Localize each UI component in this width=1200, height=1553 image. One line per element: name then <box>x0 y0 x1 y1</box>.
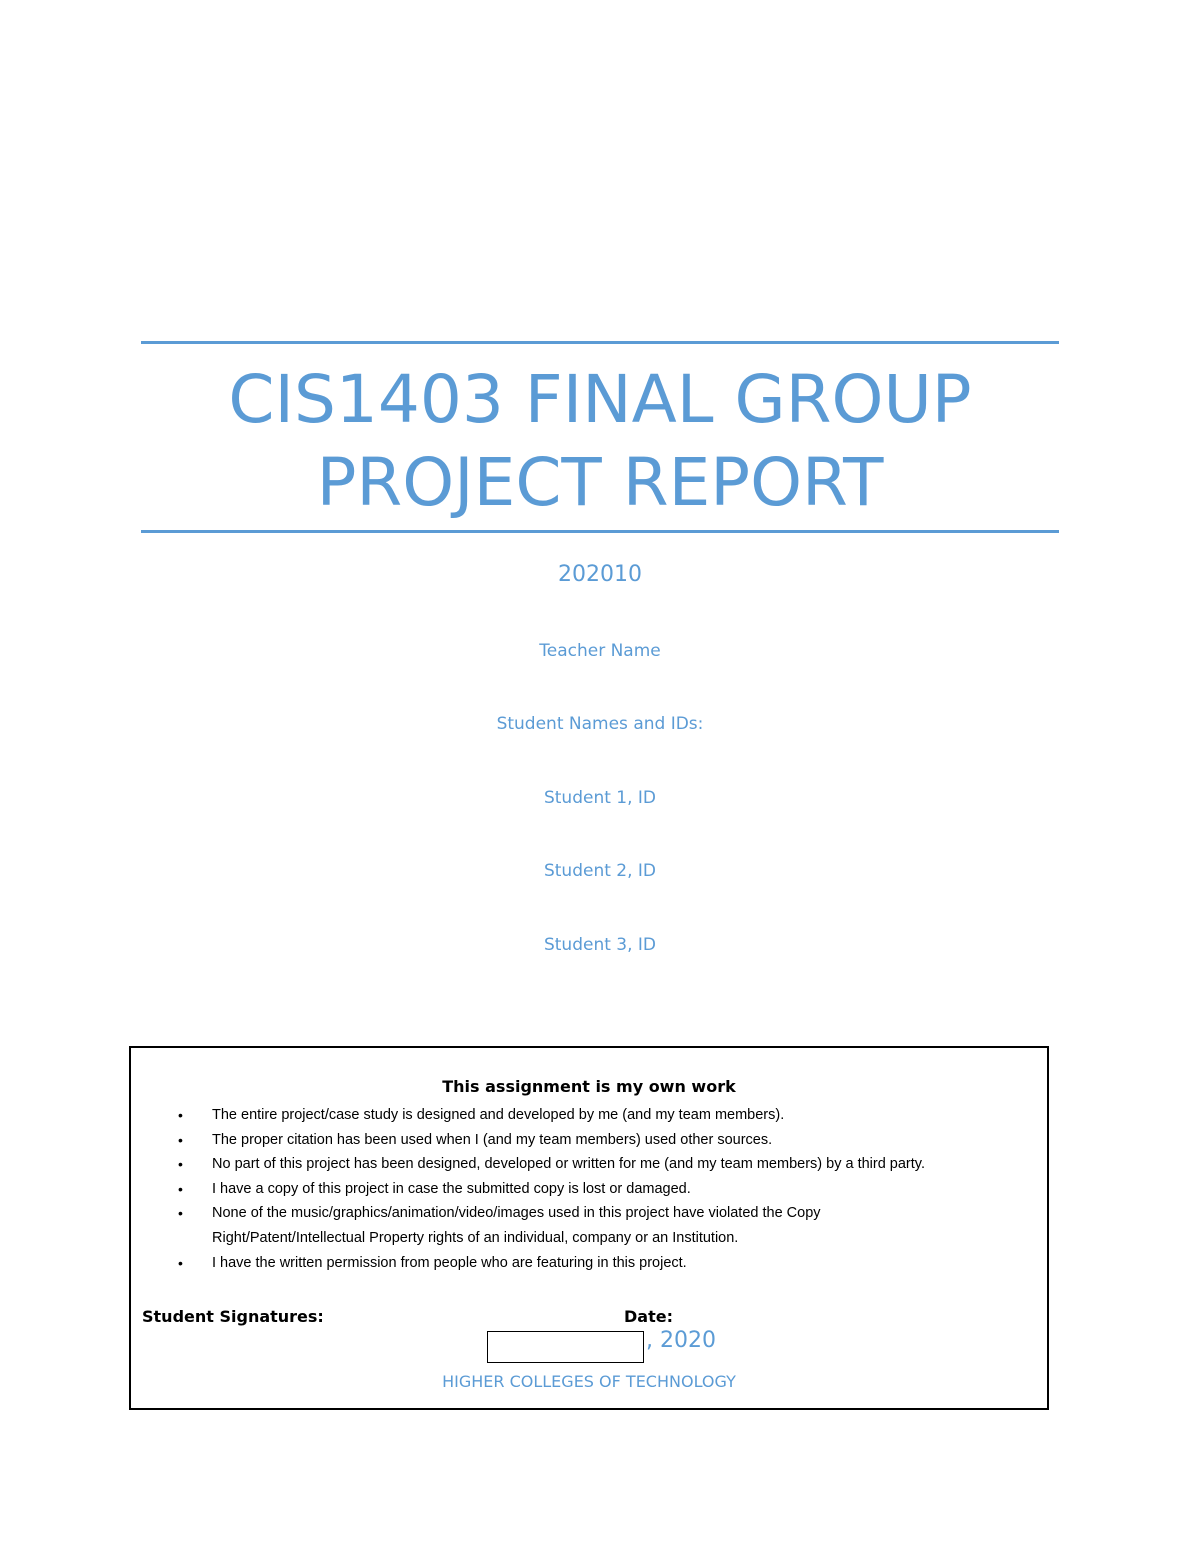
declaration-item-text: I have a copy of this project in case the submitted copy is lost or damaged. <box>212 1180 691 1197</box>
student-signatures-label: Student Signatures: <box>142 1307 324 1326</box>
bullet-icon: • <box>178 1205 183 1222</box>
declaration-item-text: No part of this project has been designed, developed or written for me (and my team members) by a third party. <box>212 1156 925 1173</box>
bullet-icon: • <box>178 1254 183 1271</box>
student-entry-2: Student 2, ID <box>543 861 657 881</box>
title-line-1: CIS1403 FINAL GROUP <box>228 361 972 438</box>
declaration-item <box>131 1251 952 1276</box>
declaration-item <box>131 1177 952 1202</box>
bullet-icon: • <box>178 1156 183 1173</box>
institution-name: HIGHER COLLEGES OF TECHNOLOGY <box>442 1372 736 1391</box>
title-line-2: PROJECT REPORT <box>316 444 884 521</box>
report-title <box>141 358 1059 524</box>
students-heading: Student Names and IDs: <box>496 714 704 734</box>
title-bottom-rule <box>141 530 1059 533</box>
declaration-heading: This assignment is my own work <box>442 1077 736 1096</box>
title-top-rule <box>141 341 1059 344</box>
declaration-item-text: The proper citation has been used when I (and my team members) used other sources. <box>212 1131 773 1148</box>
declaration-list <box>131 1103 952 1275</box>
declaration-item-text: None of the music/graphics/animation/video/images used in this project have violated the Copy Right/Patent/Intellectual Property rights of an individual, company or an Institution. <box>212 1205 821 1246</box>
date-field[interactable] <box>487 1331 644 1363</box>
date-label: Date: <box>624 1307 673 1326</box>
bullet-icon: • <box>178 1107 183 1123</box>
declaration-item <box>131 1152 952 1177</box>
bullet-icon: • <box>178 1180 183 1197</box>
declaration-item-text: I have the written permission from people who are featuring in this project. <box>212 1254 687 1271</box>
bullet-icon: • <box>178 1131 183 1148</box>
declaration-item <box>131 1128 952 1153</box>
student-entry-1: Student 1, ID <box>543 788 657 808</box>
date-year: , 2020 <box>646 1328 716 1353</box>
term-code: 202010 <box>558 562 642 587</box>
teacher-name: Teacher Name <box>539 641 661 661</box>
declaration-item <box>131 1201 952 1250</box>
declaration-box <box>129 1046 1049 1410</box>
declaration-item-text: The entire project/case study is designed and developed by me (and my team members). <box>212 1107 785 1123</box>
declaration-item <box>131 1103 952 1128</box>
student-entry-3: Student 3, ID <box>543 935 657 955</box>
